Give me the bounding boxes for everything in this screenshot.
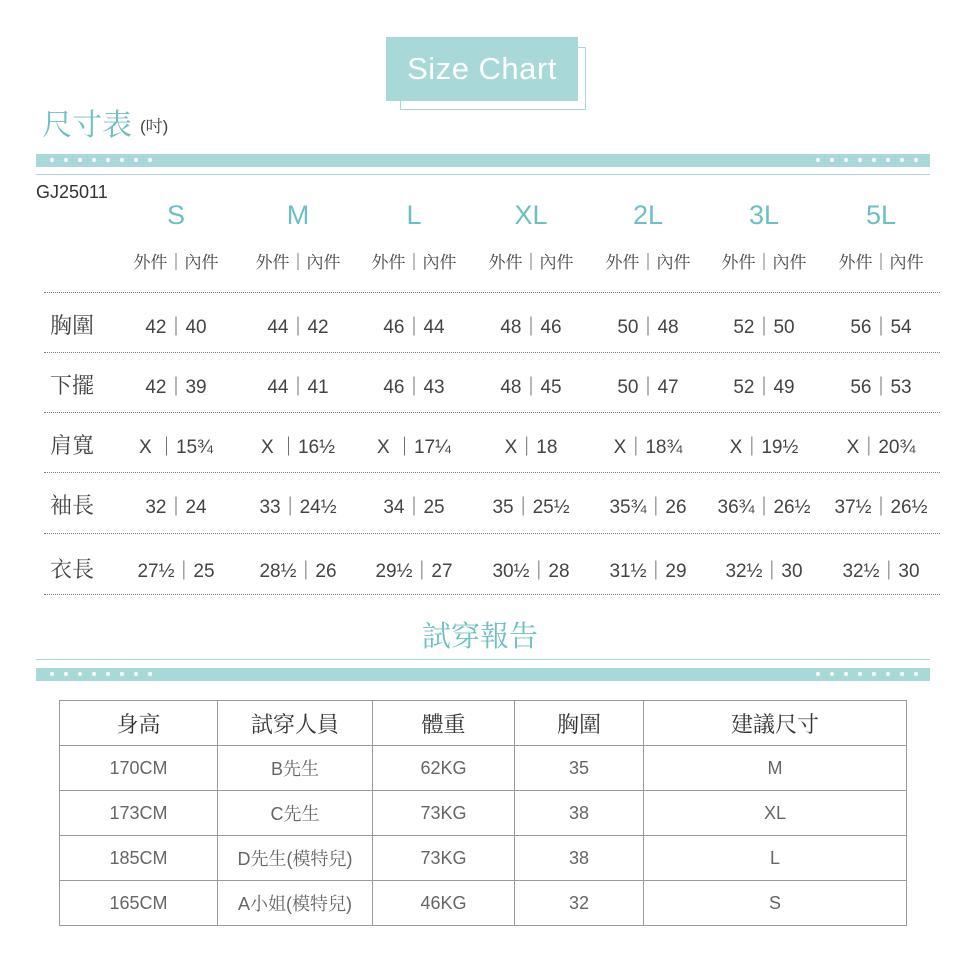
product-code: GJ25011 [36,182,108,202]
column-header-suggested-size: 建議尺寸 [644,701,907,746]
row-divider [44,412,940,413]
cell-shoulder-3l: X｜19½ [729,437,799,458]
cell-suggested-size: XL [644,791,907,836]
size-header-xl: XL [514,200,548,230]
unit-label: (吋) [140,117,169,136]
cell-length-l: 29½｜27 [375,561,453,582]
cell-length-s: 27½｜25 [137,561,215,582]
row-divider [44,472,940,473]
cell-sleeve-2l: 35¾｜26 [609,497,687,518]
cell-weight: 62KG [373,746,515,791]
subheader-outer-inner: 外件｜內件 [838,253,924,272]
size-header-2l: 2L [632,200,664,230]
cell-weight: 73KG [373,791,515,836]
column-header-tester: 試穿人員 [218,701,373,746]
cell-sleeve-5l: 37½｜26½ [834,497,928,518]
band-overline [36,659,930,660]
row-label-shoulder: 肩寬 [50,433,95,458]
cell-shoulder-2l: X｜18¾ [613,437,683,458]
cell-suggested-size: S [644,881,907,926]
size-header-s: S [166,200,185,230]
page-title [42,100,168,144]
column-header-chest: 胸圍 [515,701,644,746]
cell-shoulder-l: X ｜17¼ [377,437,451,458]
decorative-band [36,154,930,167]
cell-weight: 46KG [373,881,515,926]
cell-shoulder-s: X ｜15¾ [139,437,213,458]
cell-chest: 38 [515,836,644,881]
size-header-5l: 5L [865,200,897,230]
cell-chest-2l: 50｜48 [617,317,679,338]
subheader-outer-inner: 外件｜內件 [133,253,219,272]
row-label-chest: 胸圍 [50,313,95,338]
title-text: 尺寸表 [42,109,132,142]
column-header-weight: 體重 [373,701,515,746]
cell-length-2l: 31½｜29 [609,561,687,582]
cell-sleeve-xl: 35｜25½ [492,497,570,518]
row-label-length: 衣長 [50,557,95,582]
cell-hem-3l: 52｜49 [733,377,795,398]
band-dots-right [816,671,918,678]
cell-length-xl: 30½｜28 [492,561,570,582]
subheader-outer-inner: 外件｜內件 [371,253,457,272]
cell-suggested-size: L [644,836,907,881]
cell-shoulder-xl: X｜18 [504,437,558,458]
cell-hem-2l: 50｜47 [617,377,679,398]
cell-sleeve-m: 33｜24½ [259,497,337,518]
cell-height: 165CM [60,881,218,926]
column-header-height: 身高 [60,701,218,746]
row-divider [44,533,940,534]
band-dots-right [816,157,918,164]
size-chart-badge: Size Chart [386,37,578,101]
cell-tester: A小姐(模特兒) [218,881,373,926]
subheader-outer-inner: 外件｜內件 [721,253,807,272]
cell-hem-5l: 56｜53 [850,377,912,398]
row-label-hem: 下擺 [50,373,95,398]
cell-chest: 35 [515,746,644,791]
fit-report-table [59,700,907,926]
table-row [60,791,907,836]
decorative-band [36,668,930,681]
cell-tester: D先生(模特兒) [218,836,373,881]
row-divider [44,292,940,293]
cell-tester: B先生 [218,746,373,791]
cell-height: 170CM [60,746,218,791]
subheader-outer-inner: 外件｜內件 [255,253,341,272]
row-label-sleeve: 袖長 [50,493,95,518]
band-underline [36,174,930,175]
size-header-l: L [406,200,422,230]
table-row [60,746,907,791]
cell-chest-5l: 56｜54 [850,317,912,338]
cell-hem-s: 42｜39 [145,377,207,398]
band-dots-left [50,671,152,678]
row-divider [44,594,940,595]
cell-chest-l: 46｜44 [383,317,445,338]
cell-chest-3l: 52｜50 [733,317,795,338]
subheader-outer-inner: 外件｜內件 [488,253,574,272]
cell-chest-xl: 48｜46 [500,317,562,338]
cell-chest: 38 [515,791,644,836]
cell-chest: 32 [515,881,644,926]
size-header-3l: 3L [748,200,780,230]
cell-length-5l: 32½｜30 [842,561,920,582]
cell-height: 185CM [60,836,218,881]
subheader-outer-inner: 外件｜內件 [605,253,691,272]
cell-chest-m: 44｜42 [267,317,329,338]
table-header-row [60,701,907,746]
cell-tester: C先生 [218,791,373,836]
cell-sleeve-l: 34｜25 [383,497,445,518]
row-divider [44,352,940,353]
fit-report-title: 試穿報告 [421,621,538,653]
cell-sleeve-3l: 36¾｜26½ [717,497,811,518]
cell-length-m: 28½｜26 [259,561,337,582]
cell-sleeve-s: 32｜24 [145,497,207,518]
cell-hem-l: 46｜43 [383,377,445,398]
cell-weight: 73KG [373,836,515,881]
cell-length-3l: 32½｜30 [725,561,803,582]
size-header-m: M [286,200,310,230]
cell-suggested-size: M [644,746,907,791]
table-row [60,836,907,881]
cell-chest-s: 42｜40 [145,317,207,338]
cell-shoulder-m: X ｜16½ [261,437,335,458]
cell-height: 173CM [60,791,218,836]
cell-hem-m: 44｜41 [267,377,329,398]
band-dots-left [50,157,152,164]
cell-shoulder-5l: X｜20¾ [846,437,916,458]
table-row [60,881,907,926]
cell-hem-xl: 48｜45 [500,377,562,398]
